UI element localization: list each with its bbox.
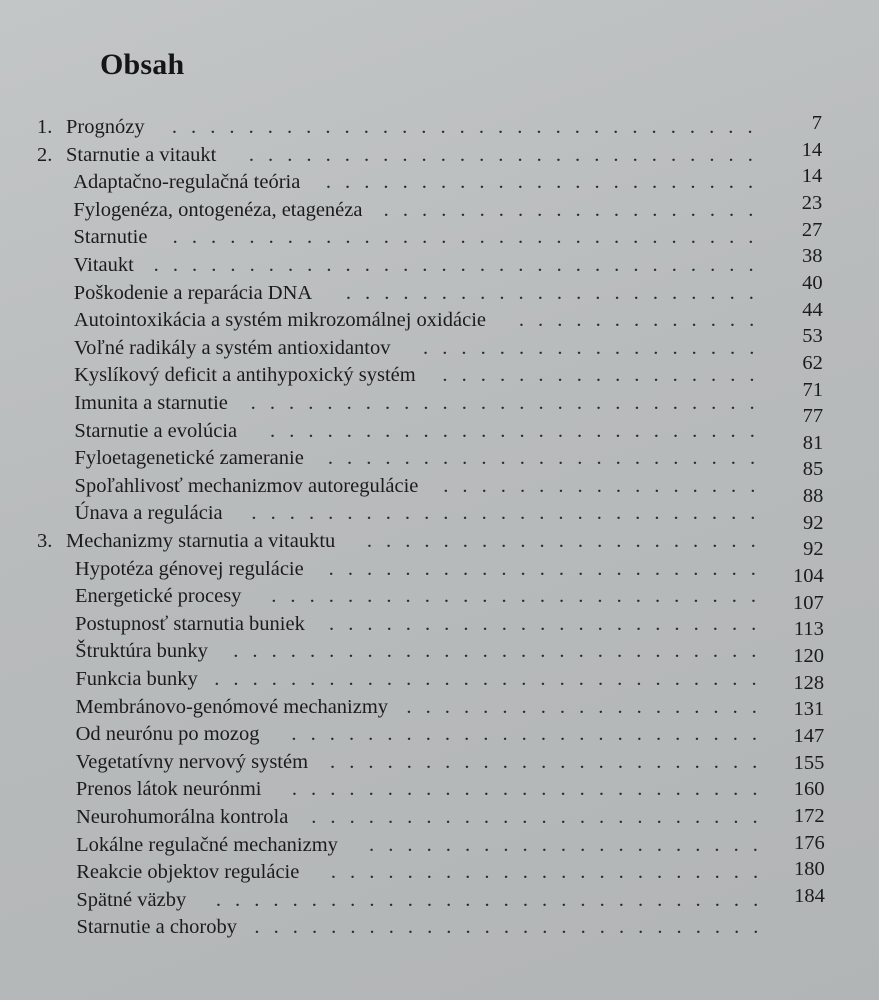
page-number: 128: [793, 671, 825, 694]
toc-entry-label: Prenos látok neurónmi: [75, 778, 262, 801]
page-title: Obsah: [100, 48, 185, 81]
toc-entry-label: Spätné väzby: [76, 888, 187, 911]
dot-leader: . . . . . . . . . . . . . . . . . . . .: [383, 198, 754, 221]
dot-leader: . . . . . . . . . . . . . . . . . . . . . . .: [330, 861, 759, 884]
toc-entry-label: Starnutie: [73, 226, 148, 249]
dot-leader: . . . . . . . . . . . . . . . . . . .: [406, 695, 757, 718]
toc-entry: [0, 528, 879, 554]
toc-entry-label: Fylogenéza, ontogenéza, etagenéza: [73, 198, 363, 221]
toc-entry-label: Membránovo-genómové mechanizmy: [75, 695, 389, 718]
page-number: 77: [802, 405, 824, 428]
dot-leader: . . . . . . . . . . . . . . . . . . . . .: [369, 833, 758, 856]
page-number: 92: [803, 538, 824, 561]
page-number: 131: [793, 698, 825, 721]
page-number: 184: [794, 884, 825, 907]
toc-entry: [0, 749, 879, 775]
toc-entry: [0, 694, 879, 720]
dot-leader: . . . . . . . . . . . . . . . . . . . . .: [366, 530, 756, 552]
page-number: 40: [802, 271, 823, 294]
dot-leader: . . . . . . . . . . . . . . . . . .: [423, 336, 755, 359]
page-number: 62: [802, 351, 823, 374]
dot-leader: . . . . . . . . . . . . . . . . . . . . . . . . . . . .: [233, 640, 757, 663]
toc-entry-label: Postupnosť starnutia buniek: [75, 612, 305, 635]
toc-entry-label: Starnutie a choroby: [76, 916, 238, 939]
toc-entry-label: Spoľahlivosť mechanizmov autoregulácie: [74, 474, 419, 497]
page-number: 172: [793, 804, 825, 827]
toc-entry: [0, 914, 879, 940]
dot-leader: . . . . . . . . . . . . . . . . .: [442, 364, 755, 387]
toc-entry: [0, 473, 879, 499]
toc-entry: [0, 583, 879, 609]
dot-leader: . . . . . . . . . . . . . . . . . . . . . . . . . .: [271, 585, 757, 608]
toc-entry: [0, 638, 879, 664]
dot-leader: . . . . . . . . . . . . .: [518, 309, 755, 332]
toc-entry-label: Lokálne regulačné mechanizmy: [76, 833, 338, 856]
toc-entry: [0, 887, 879, 913]
toc-entry-label: Voľné radikály a systém antioxidantov: [73, 336, 391, 359]
toc-entry: [0, 252, 879, 278]
toc-entry-label: Mechanizmy starnutia a vitauktu: [66, 530, 336, 552]
toc-entry: [0, 390, 879, 416]
page-number: 104: [792, 565, 824, 588]
toc-entry-label: Od neurónu po mozog: [75, 723, 260, 746]
toc-entry-label: Poškodenie a reparácia DNA: [73, 281, 313, 304]
dot-leader: . . . . . . . . . . . . . . . . . . . . . . . .: [311, 806, 758, 828]
dot-leader: . . . . . . . . . . . . . . . . . . . . . . . . . .: [270, 419, 755, 442]
toc-entry: [0, 280, 879, 306]
dot-leader: . . . . . . . . . . . . . . . . . . . . . . . . . . . . .: [214, 668, 757, 690]
dot-leader: . . . . . . . . . . . . . . . . . . . . . . . . .: [291, 778, 758, 801]
page-number: 53: [802, 325, 823, 348]
toc-entry: [0, 859, 879, 885]
page-number: 107: [793, 591, 824, 614]
dot-leader: . . . . . . . . . . . . . . . . . . . . . . . . . . . . . . .: [171, 116, 753, 138]
dot-leader: . . . . . . . . . . . . . . . . . . . . . . .: [328, 557, 756, 580]
toc-entry: [0, 611, 879, 637]
toc-entry-label: Imunita a starnutie: [74, 392, 228, 414]
dot-leader: . . . . . . . . . . . . . . . . . . . . . . .: [327, 447, 756, 470]
page-number: 71: [802, 378, 823, 401]
page-number: 23: [801, 191, 823, 214]
dot-leader: . . . . . . . . . . . . . . . . . . . . . . . . . . .: [248, 143, 753, 166]
dot-leader: . . . . . . . . . . . . . . . . . . . . . . . . . . . . . . . .: [153, 254, 754, 276]
page-number: 88: [802, 485, 824, 508]
toc-entry-label: Neurohumorálna kontrola: [76, 806, 289, 828]
dot-leader: . . . . . . . . . . . . . . . . . . . . . . .: [330, 750, 758, 773]
page-number: 160: [793, 778, 825, 801]
page-number: 113: [793, 618, 824, 641]
page-number: 147: [793, 724, 825, 747]
toc-entry: [0, 721, 879, 747]
page-number: 180: [794, 858, 825, 881]
toc-entry: [0, 832, 879, 858]
dot-leader: . . . . . . . . . . . . . . . . . . . . . . . . . . . . .: [215, 888, 759, 911]
toc-entry-label: Funkcia bunky: [75, 668, 198, 690]
toc-entry-label: Prognózy: [66, 116, 145, 138]
toc-entry-label: Adaptačno-regulačná teória: [73, 171, 301, 194]
toc-entry-label: Starnutie a vitaukt: [66, 143, 217, 166]
dot-leader: . . . . . . . . . . . . . . . . . . . . . . . . . . .: [254, 916, 759, 939]
toc-entry-label: Fyloetagenetické zameranie: [74, 447, 304, 470]
chapter-number: 1.: [37, 116, 53, 138]
toc-entry: [0, 500, 879, 526]
toc-entry-label: Únava a regulácia: [74, 502, 223, 525]
toc-entry: [0, 114, 879, 140]
page-number: 27: [801, 218, 823, 241]
dot-leader: . . . . . . . . . . . . . . . . . . . . . .: [345, 281, 754, 304]
toc-entry: [0, 169, 879, 195]
page-number: 120: [793, 645, 824, 667]
toc-entry: [0, 445, 879, 471]
page-number: 85: [802, 458, 824, 481]
toc-entry: [0, 197, 879, 223]
toc-entry-label: Hypotéza génovej regulácie: [74, 557, 304, 580]
toc-entry-label: Štruktúra bunky: [75, 640, 208, 663]
page-number: 7: [811, 112, 822, 134]
toc-entry-label: Vegetatívny nervový systém: [75, 750, 309, 773]
dot-leader: . . . . . . . . . . . . . . . . .: [443, 474, 756, 497]
dot-leader: . . . . . . . . . . . . . . . . . . . . . . . . .: [291, 723, 758, 746]
toc-entry: [0, 666, 879, 692]
toc-entry: [0, 804, 879, 830]
toc-entry: [0, 556, 879, 582]
page-number: 176: [793, 831, 825, 854]
page-number: 14: [801, 138, 823, 161]
dot-leader: . . . . . . . . . . . . . . . . . . . . . . . . . . . . . . .: [172, 226, 754, 249]
toc-entry-label: Reakcie objektov regulácie: [76, 861, 300, 884]
page-number: 44: [802, 298, 823, 321]
toc-entry-label: Autointoxikácia a systém mikrozomálnej oxidácie: [73, 309, 486, 332]
page-number: 38: [802, 245, 823, 268]
toc-entry-label: Starnutie a evolúcia: [74, 419, 238, 442]
dot-leader: . . . . . . . . . . . . . . . . . . . . . . .: [329, 612, 757, 635]
chapter-number: 3.: [37, 530, 53, 552]
page-number: 92: [803, 511, 824, 534]
chapter-number: 2.: [37, 143, 53, 166]
toc-entry: [0, 335, 879, 361]
toc-entry-label: Vitaukt: [73, 254, 134, 276]
toc-entry-label: Energetické procesy: [75, 585, 242, 608]
dot-leader: . . . . . . . . . . . . . . . . . . . . . . .: [325, 171, 754, 194]
toc-entry: [0, 362, 879, 388]
toc-entry: [0, 307, 879, 333]
page-number: 81: [802, 431, 824, 454]
page-number: 14: [801, 165, 823, 188]
toc-entry: [0, 418, 879, 444]
toc-entry: [0, 776, 879, 802]
toc-entry: [0, 142, 879, 168]
toc-entry: [0, 224, 879, 250]
dot-leader: . . . . . . . . . . . . . . . . . . . . . . . . . . .: [250, 392, 755, 414]
dot-leader: . . . . . . . . . . . . . . . . . . . . . . . . . . .: [251, 502, 756, 525]
toc-entry-label: Kyslíkový deficit a antihypoxický systém: [74, 364, 416, 387]
page-number: 155: [793, 751, 825, 774]
